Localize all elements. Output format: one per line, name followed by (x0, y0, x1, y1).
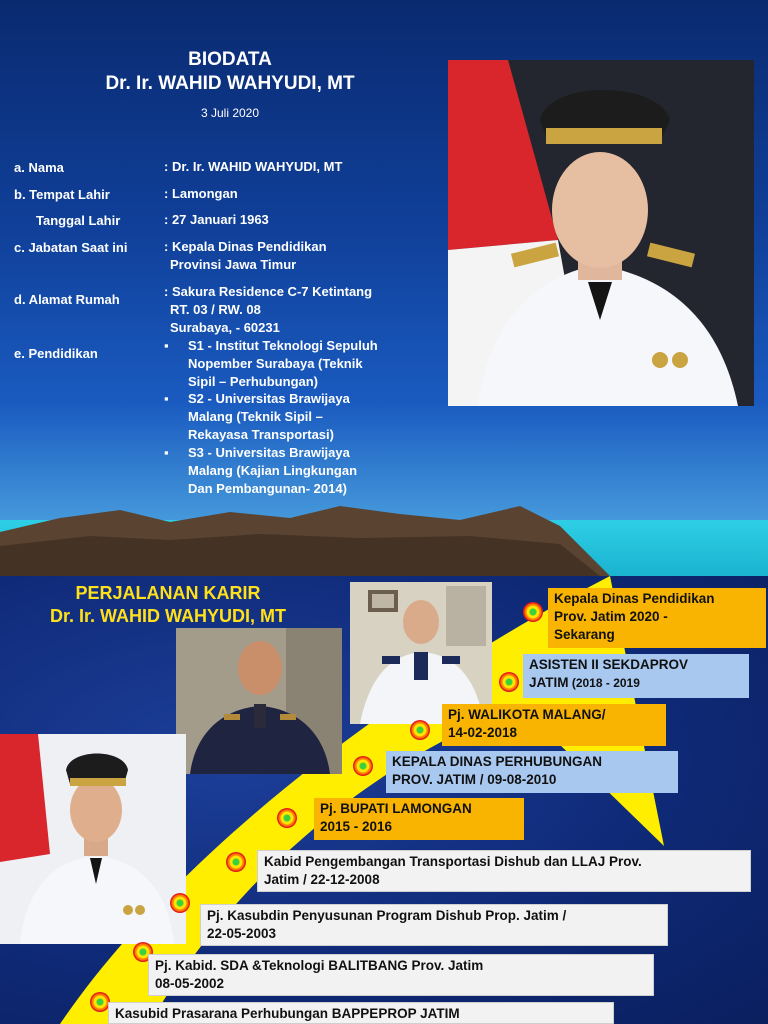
timeline-dot (226, 852, 246, 872)
portrait-photo (448, 60, 754, 406)
career-item: ASISTEN II SEKDAPROV JATIM (2018 - 2019 (523, 654, 749, 698)
field-value-jabatan: : Kepala Dinas Pendidikan Provinsi Jawa Timur (164, 239, 327, 272)
field-label-jabatan: c. Jabatan Saat ini (14, 240, 128, 255)
field-label-alamat: d. Alamat Rumah (14, 292, 120, 307)
field-label-tanggal-lahir: Tanggal Lahir (36, 213, 121, 228)
career-item: Kabid Pengembangan Transportasi Dishub dan LLAJ Prov. Jatim / 22-12-2008 (257, 850, 751, 892)
career-item: Kepala Dinas Pendidikan Prov. Jatim 2020 - Sekarang (548, 588, 766, 648)
field-value-alamat: : Sakura Residence C-7 Ketintang RT. 03 / RW. 08 Surabaya, - 60231 (164, 284, 373, 335)
title-line-2: Dr. Ir. WAHID WAHYUDI, MT (105, 73, 355, 94)
mountain-silhouette (0, 496, 768, 576)
uniform-photo (176, 628, 342, 774)
career-item: Pj. BUPATI LAMONGAN 2015 - 2016 (314, 798, 524, 840)
career-slide (0, 576, 768, 1024)
biodata-date: 3 Juli 2020 (200, 106, 260, 120)
field-value-nama: : Dr. Ir. WAHID WAHYUDI, MT (164, 159, 343, 174)
field-label-pendidikan: e. Pendidikan (14, 346, 98, 361)
field-value-tanggal-lahir: : 27 Januari 1963 (164, 212, 269, 227)
timeline-dot (410, 720, 430, 740)
timeline-dot (523, 602, 543, 622)
title-line-1: BIODATA (188, 49, 272, 70)
dress-uniform-photo (0, 734, 186, 944)
education-item: ▪ S2 - Universitas Brawijaya Malang (Teknik Sipil – Rekayasa Transportasi) (164, 391, 350, 442)
career-item: Kasubid Prasarana Perhubungan BAPPEPROP JATIM (108, 1002, 614, 1024)
career-title: PERJALANAN KARIR Dr. Ir. WAHID WAHYUDI, MT (49, 583, 286, 626)
career-item: KEPALA DINAS PERHUBUNGAN PROV. JATIM / 09-08-2010 (386, 751, 678, 793)
career-item: Pj. Kabid. SDA &Teknologi BALITBANG Prov. Jatim 08-05-2002 (148, 954, 654, 996)
timeline-dot (90, 992, 110, 1012)
biodata-fields (0, 0, 440, 520)
timeline-dot (277, 808, 297, 828)
timeline-dot (353, 756, 373, 776)
education-item: ▪ S1 - Institut Teknologi Sepuluh Nopember Surabaya (Teknik Sipil – Perhubungan) (164, 338, 378, 389)
field-value-tempat-lahir: : Lamongan (164, 186, 238, 201)
career-item: Pj. Kasubdin Penyusunan Program Dishub Prop. Jatim / 22-05-2003 (200, 904, 668, 946)
field-label-tempat-lahir: b. Tempat Lahir (14, 187, 110, 202)
timeline-dot (170, 893, 190, 913)
education-item: ▪ S3 - Universitas Brawijaya Malang (Kajian Lingkungan Dan Pembangunan- 2014) (164, 445, 358, 496)
office-photo (350, 582, 492, 724)
timeline-dot (499, 672, 519, 692)
field-label-nama: a. Nama (14, 160, 64, 175)
career-item: Pj. WALIKOTA MALANG/ 14-02-2018 (442, 704, 666, 746)
